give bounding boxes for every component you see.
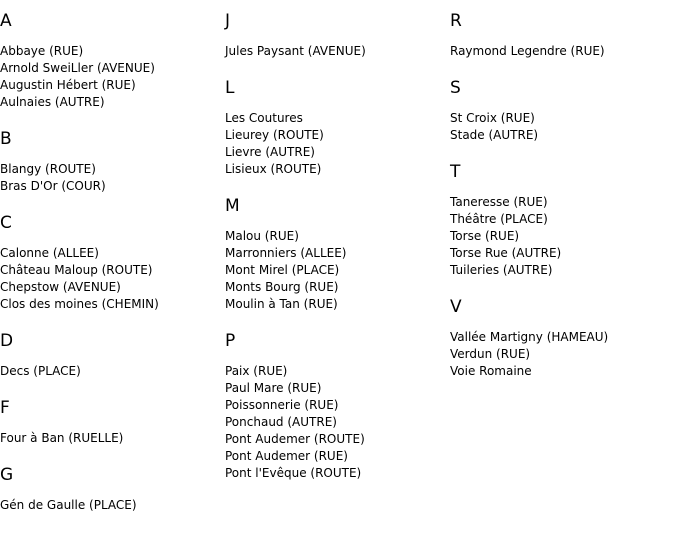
- section-letter-heading: P: [225, 331, 236, 351]
- street-item: Blangy (ROUTE): [0, 162, 96, 176]
- street-list: [0, 430, 220, 447]
- street-item: Decs (PLACE): [0, 364, 81, 378]
- street-item: St Croix (RUE): [450, 111, 535, 125]
- street-item: Paul Mare (RUE): [225, 381, 322, 395]
- section-letter-heading: R: [450, 11, 462, 31]
- letter-section: [0, 330, 220, 380]
- street-item: Château Maloup (ROUTE): [0, 263, 153, 277]
- street-item: Four à Ban (RUELLE): [0, 431, 124, 445]
- letter-section: [450, 161, 670, 279]
- letter-section: [0, 397, 220, 447]
- street-list: [450, 194, 670, 279]
- street-item: Pont Audemer (RUE): [225, 449, 348, 463]
- street-list: [0, 363, 220, 380]
- street-item: Lisieux (ROUTE): [225, 162, 322, 176]
- street-item: Lievre (AUTRE): [225, 145, 315, 159]
- index-column-2: [225, 10, 445, 499]
- street-list: [0, 245, 220, 313]
- street-item: Lieurey (ROUTE): [225, 128, 324, 142]
- street-item: Monts Bourg (RUE): [225, 280, 339, 294]
- street-item: Abbaye (RUE): [0, 44, 84, 58]
- street-item: Gén de Gaulle (PLACE): [0, 498, 137, 512]
- letter-section: [0, 128, 220, 195]
- street-item: Augustin Hébert (RUE): [0, 78, 136, 92]
- street-item: Jules Paysant (AVENUE): [225, 44, 366, 58]
- street-item: Clos des moines (CHEMIN): [0, 297, 159, 311]
- section-letter-heading: C: [0, 213, 12, 233]
- street-list: [0, 161, 220, 195]
- street-item: Paix (RUE): [225, 364, 288, 378]
- street-item: Taneresse (RUE): [450, 195, 548, 209]
- section-letter-heading: T: [450, 162, 461, 182]
- street-item: Poissonnerie (RUE): [225, 398, 339, 412]
- section-letter-heading: J: [225, 11, 231, 31]
- street-list: [0, 497, 220, 514]
- section-letter-heading: A: [0, 11, 12, 31]
- section-letter-heading: S: [450, 78, 461, 98]
- index-column-3: [450, 10, 670, 397]
- section-letter-heading: D: [0, 331, 14, 351]
- section-letter-heading: B: [0, 129, 12, 149]
- street-item: Torse (RUE): [450, 229, 520, 243]
- letter-section: [0, 464, 220, 514]
- street-item: Bras D'Or (COUR): [0, 179, 106, 193]
- street-item: Pont l'Evêque (ROUTE): [225, 466, 362, 480]
- street-item: Malou (RUE): [225, 229, 299, 243]
- letter-section: [0, 10, 220, 111]
- street-list: [225, 110, 445, 178]
- street-item: Les Coutures: [225, 111, 303, 125]
- street-item: Mont Mirel (PLACE): [225, 263, 340, 277]
- street-item: Voie Romaine: [450, 364, 532, 378]
- street-list: [450, 329, 670, 380]
- section-letter-heading: G: [0, 465, 14, 485]
- letter-section: [450, 296, 670, 380]
- street-item: Stade (AUTRE): [450, 128, 539, 142]
- section-letter-heading: V: [450, 297, 462, 317]
- letter-section: [225, 77, 445, 178]
- street-item: Marronniers (ALLEE): [225, 246, 347, 260]
- street-item: Tuileries (AUTRE): [450, 263, 553, 277]
- street-item: Moulin à Tan (RUE): [225, 297, 338, 311]
- street-list: [225, 363, 445, 482]
- street-item: Chepstow (AVENUE): [0, 280, 121, 294]
- street-item: Théâtre (PLACE): [450, 212, 548, 226]
- street-item: Pont Audemer (ROUTE): [225, 432, 365, 446]
- letter-section: [225, 10, 445, 60]
- street-list: [225, 228, 445, 313]
- street-item: Vallée Martigny (HAMEAU): [450, 330, 609, 344]
- street-item: Calonne (ALLEE): [0, 246, 99, 260]
- letter-section: [450, 77, 670, 144]
- section-letter-heading: F: [0, 398, 10, 418]
- letter-section: [0, 212, 220, 313]
- street-list: [0, 43, 220, 111]
- street-item: Aulnaies (AUTRE): [0, 95, 105, 109]
- street-list: [450, 43, 670, 60]
- section-letter-heading: L: [225, 78, 235, 98]
- street-item: Arnold SweiLler (AVENUE): [0, 61, 155, 75]
- street-list: [225, 43, 445, 60]
- index-column-1: [0, 10, 220, 531]
- street-item: Raymond Legendre (RUE): [450, 44, 605, 58]
- street-item: Ponchaud (AUTRE): [225, 415, 337, 429]
- street-item: Torse Rue (AUTRE): [450, 246, 562, 260]
- section-letter-heading: M: [225, 196, 240, 216]
- letter-section: [225, 195, 445, 313]
- street-item: Verdun (RUE): [450, 347, 531, 361]
- street-list: [450, 110, 670, 144]
- letter-section: [450, 10, 670, 60]
- letter-section: [225, 330, 445, 482]
